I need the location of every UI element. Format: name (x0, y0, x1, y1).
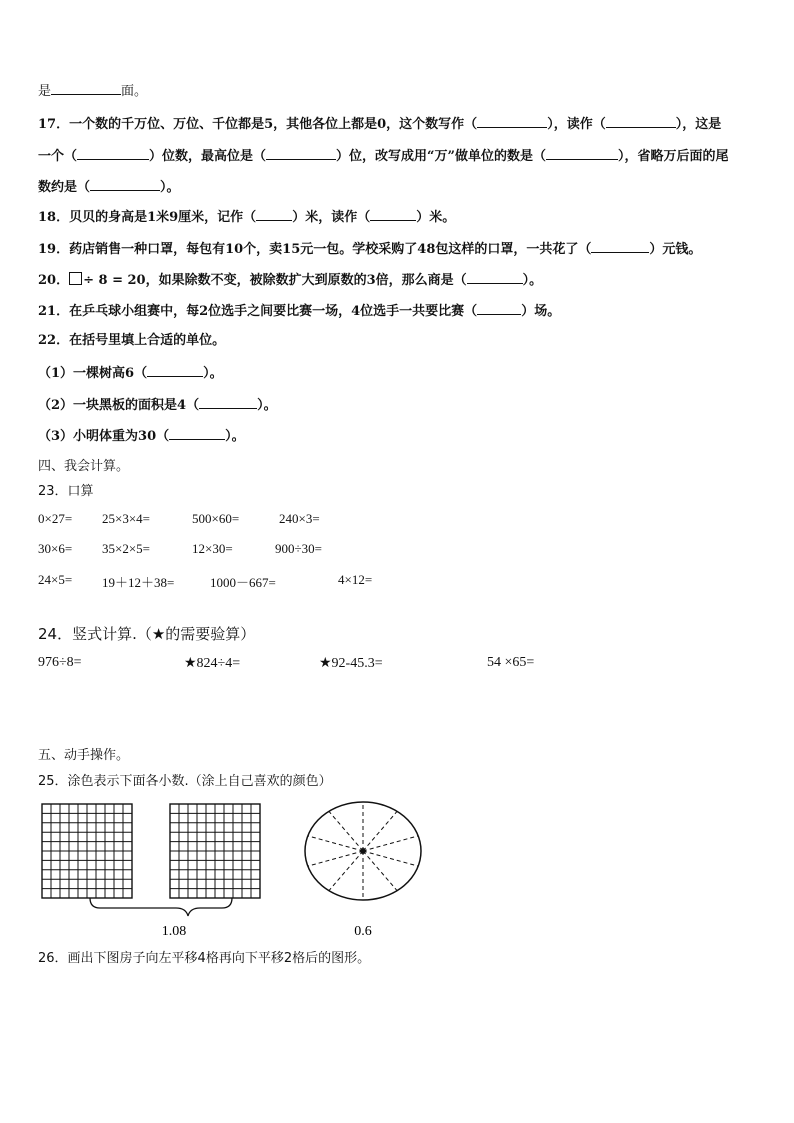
question-19 (38, 240, 701, 258)
answer-blank[interactable] (606, 115, 676, 128)
calc-item: 19＋12＋38= (102, 575, 175, 590)
calc-item: 35×2×5= (102, 541, 150, 556)
empty-box-icon (69, 272, 82, 285)
question-23-title: 23．口算 (38, 484, 94, 499)
text: ），省略万后面的尾 (618, 149, 729, 164)
text: 面。 (121, 84, 148, 99)
hundred-grid-1[interactable] (42, 804, 132, 898)
calc-item: 1000－667= (210, 575, 276, 590)
question-17-line-2 (38, 147, 729, 165)
answer-blank[interactable] (90, 178, 160, 191)
question-21 (38, 302, 560, 320)
text: ）米，读作（ (292, 210, 371, 225)
text: ）。 (203, 366, 223, 381)
calc-item: 0×27= (38, 511, 73, 526)
question-22-2 (38, 396, 277, 414)
calc-item: 4×12= (338, 572, 373, 587)
grid-value-label: 1.08 (161, 924, 187, 938)
answer-blank[interactable] (467, 271, 523, 284)
answer-blank[interactable] (266, 147, 336, 160)
text: 18．贝贝的身高是1米9厘米，记作（ (38, 210, 257, 225)
section-heading-4: 四、我会计算。 (38, 459, 130, 474)
text: ）元钱。 (649, 242, 702, 257)
answer-blank[interactable] (199, 396, 257, 409)
fraction-circle[interactable] (305, 802, 421, 900)
question-26: 26．画出下图房子向左平移4格再向下平移2格后的图形。 (38, 951, 371, 966)
question-22-1 (38, 364, 223, 382)
vertical-calc-item: ★824÷4= (184, 656, 241, 671)
text: ）米。 (416, 210, 456, 225)
hundred-grid-2[interactable] (170, 804, 260, 898)
calc-item: 30×6= (38, 541, 73, 556)
answer-blank[interactable] (77, 147, 149, 160)
text: ）。 (257, 398, 277, 413)
calc-item: 24×5= (38, 572, 73, 587)
answer-blank[interactable] (169, 427, 225, 440)
question-18 (38, 208, 455, 226)
question-17-line-1 (38, 115, 721, 133)
vertical-calc-item: 976÷8= (38, 655, 82, 670)
text: ）。 (522, 273, 543, 288)
text: 一个（ (38, 149, 78, 164)
question-17-line-3 (38, 178, 180, 196)
question-22-3 (38, 427, 245, 445)
text: ）场。 (521, 304, 561, 319)
question-24-title: 24．竖式计算.（★的需要验算） (38, 625, 256, 643)
circle-value-label: 0.6 (354, 924, 372, 938)
text: 19．药店销售一种口罩，每包有10个，卖15元一包。学校采购了48包这样的口罩，一共花了（ (38, 242, 592, 257)
calc-item: 500×60= (192, 511, 240, 526)
text: 17．一个数的千万位、万位、千位都是5，其他各位上都是0，这个数写作（ (38, 117, 478, 132)
text: （3）小明体重为30（ (38, 429, 170, 444)
text: ÷ 8 = 20，如果除数不变，被除数扩大到原数的3倍，那么商是（ (83, 273, 467, 288)
answer-blank[interactable] (477, 115, 547, 128)
section-heading-5: 五、动手操作。 (38, 748, 130, 763)
text: ）位，改写成用“万”做单位的数是（ (336, 149, 546, 164)
calc-item: 900÷30= (275, 541, 322, 556)
vertical-calc-item: 54 ×65= (487, 655, 535, 670)
brace-icon (90, 898, 232, 916)
question-25-title: 25．涂色表示下面各小数.（涂上自己喜欢的颜色） (38, 774, 332, 789)
text: （2）一块黑板的面积是4（ (38, 398, 200, 413)
text: ）。 (225, 429, 245, 444)
answer-blank[interactable] (477, 302, 521, 315)
calc-item: 12×30= (192, 541, 233, 556)
continuation-line (38, 82, 147, 100)
text: 是 (38, 84, 52, 99)
text: ），这是 (675, 117, 722, 132)
text: ）。 (160, 180, 180, 195)
question-20 (38, 271, 542, 289)
question-22: 22．在括号里填上合适的单位。 (38, 333, 226, 348)
text: 20． (38, 273, 70, 288)
answer-blank[interactable] (370, 208, 416, 221)
text: 数约是（ (38, 180, 91, 195)
answer-blank[interactable] (147, 364, 203, 377)
text: 21．在乒乓球小组赛中，每2位选手之间要比赛一场，4位选手一共要比赛（ (38, 304, 478, 319)
calc-item: 240×3= (279, 511, 320, 526)
vertical-calc-item: ★92-45.3= (319, 656, 383, 671)
q25-figure (36, 798, 436, 938)
answer-blank[interactable] (256, 208, 292, 221)
answer-blank[interactable] (51, 82, 121, 95)
calc-item: 25×3×4= (102, 511, 150, 526)
text: （1）一棵树高6（ (38, 366, 148, 381)
text: ）位数，最高位是（ (149, 149, 267, 164)
text: ），读作（ (547, 117, 606, 132)
answer-blank[interactable] (591, 240, 649, 253)
answer-blank[interactable] (546, 147, 618, 160)
